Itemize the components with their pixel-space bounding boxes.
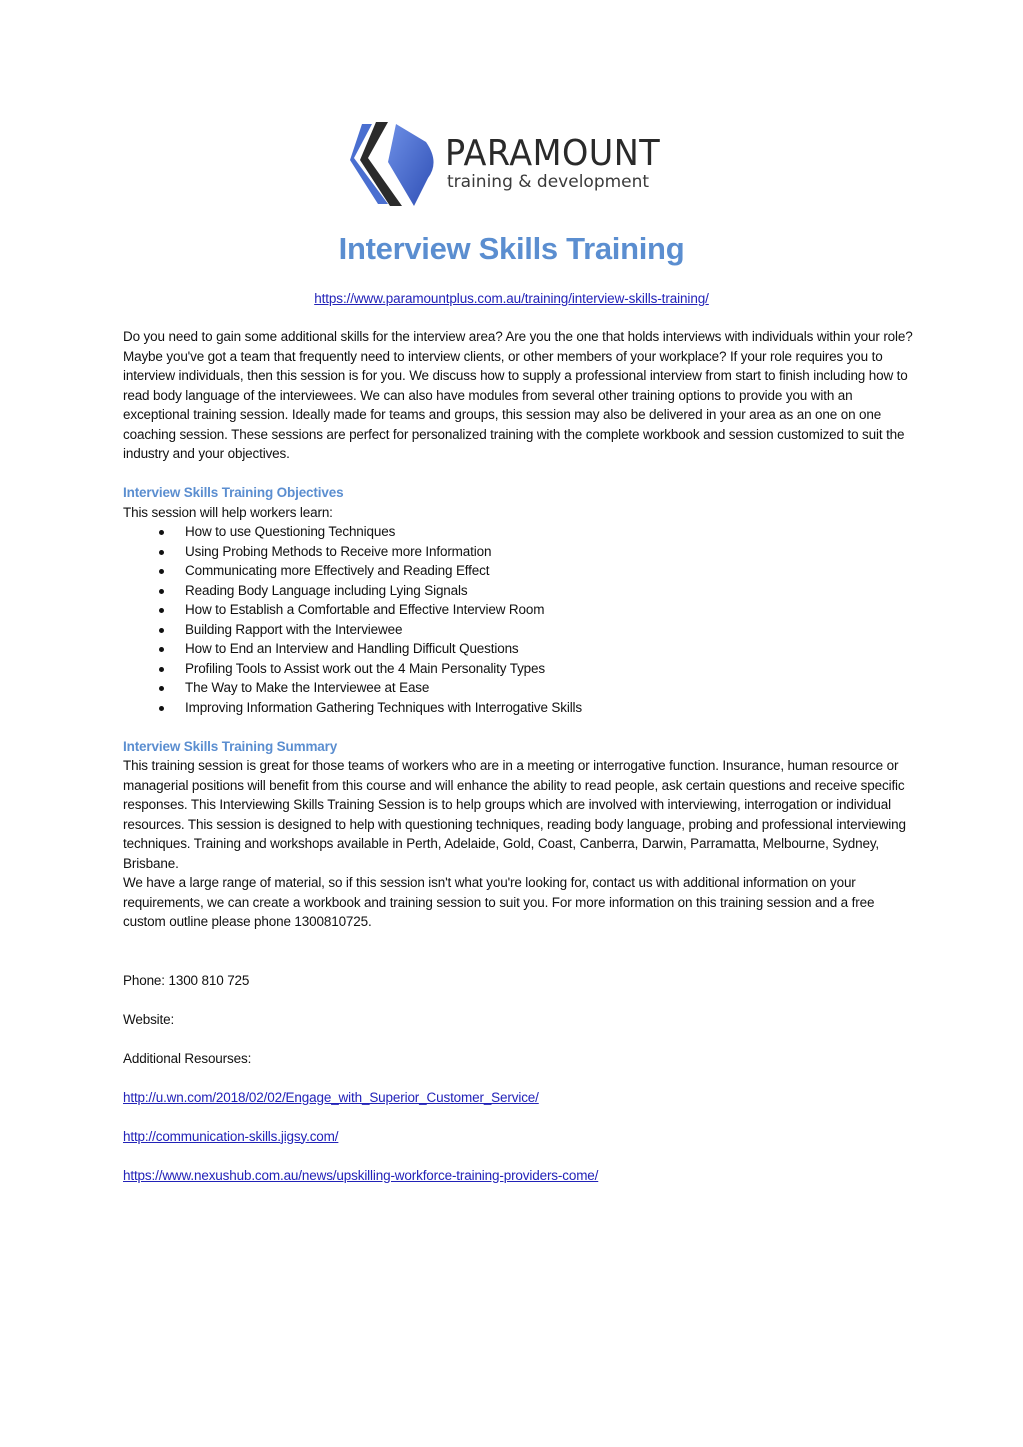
- paramount-logo: [348, 118, 683, 210]
- list-item: Building Rapport with the Interviewee: [123, 620, 913, 640]
- website-label: Website:: [123, 1011, 175, 1027]
- list-item: Profiling Tools to Assist work out the 4 Main Personality Types: [123, 659, 913, 679]
- list-item: Communicating more Effectively and Reading Effect: [123, 561, 913, 581]
- summary-paragraph-2: We have a large range of material, so if this session isn't what you're looking for, contact us with additional information on your requirements, we can create a workbook and training session to suit you. For more information on this training session and a free custom outline please phone 1300810725.: [123, 875, 875, 929]
- source-link[interactable]: https://www.paramountplus.com.au/training/interview-skills-training/: [314, 291, 709, 306]
- bullet-icon: [159, 647, 164, 652]
- bullet-icon: [159, 706, 164, 711]
- resources-label: Additional Resourses:: [123, 1050, 252, 1066]
- resource-link-1[interactable]: http://u.wn.com/2018/02/02/Engage_with_Superior_Customer_Service/: [123, 1089, 539, 1105]
- list-item: How to End an Interview and Handling Difficult Questions: [123, 639, 913, 659]
- bullet-icon: [159, 686, 164, 691]
- list-item: How to use Questioning Techniques: [123, 522, 913, 542]
- book-pages-icon: [348, 118, 443, 210]
- document-body: [123, 327, 913, 1205]
- summary-paragraph-1: This training session is great for those teams of workers who are in a meeting or interrogative function. Insurance, human resource or managerial positions will benefit from this course and will enhance the ability to read people, ask certain questions and receive specific responses. This Interviewing Skills Training Session is to help groups which are involved with interviewing, interrogation or individual resources. This session is designed to help with questioning techniques, reading body language, probing and professional interviewing techniques. Training and workshops available in Perth, Adelaide, Gold, Coast, Canberra, Darwin, Parramatta, Melbourne, Sydney, Brisbane.: [123, 758, 906, 871]
- phone-line: Phone: 1300 810 725: [123, 972, 250, 988]
- objectives-list: [123, 522, 913, 717]
- list-item: The Way to Make the Interviewee at Ease: [123, 678, 913, 698]
- list-item: Using Probing Methods to Receive more Information: [123, 542, 913, 562]
- list-item: How to Establish a Comfortable and Effective Interview Room: [123, 600, 913, 620]
- logo-tagline: training & development: [447, 172, 650, 192]
- list-item: Reading Body Language including Lying Signals: [123, 581, 913, 601]
- list-item: Improving Information Gathering Techniques with Interrogative Skills: [123, 698, 913, 718]
- bullet-icon: [159, 589, 164, 594]
- intro-paragraph: Do you need to gain some additional skills for the interview area? Are you the one that holds interviews with individuals within your role? Maybe you've got a team that frequently need to interview clients, or other members of your workplace? If your role requires you to interview individuals, then this session is for you. We discuss how to supply a professional interview from start to finish including how to read body language of the interviewees. We can also have modules from several other training options to provide you with an exceptional training session. Ideally made for teams and groups, this session may also be delivered in your area as an one on one coaching session. These sessions are perfect for personalized training with the complete workbook and session customized to suit the industry and your objectives.: [123, 329, 913, 461]
- bullet-icon: [159, 608, 164, 613]
- resource-link-3[interactable]: https://www.nexushub.com.au/news/upskilling-workforce-training-providers-come/: [123, 1167, 599, 1183]
- bullet-icon: [159, 530, 164, 535]
- bullet-icon: [159, 569, 164, 574]
- bullet-icon: [159, 628, 164, 633]
- resource-link-2[interactable]: http://communication-skills.jigsy.com/: [123, 1128, 339, 1144]
- page-title: Interview Skills Training: [338, 231, 685, 266]
- logo-brand: PARAMOUNT: [445, 133, 661, 174]
- summary-heading: Interview Skills Training Summary: [123, 738, 338, 754]
- objectives-heading: Interview Skills Training Objectives: [123, 485, 344, 500]
- bullet-icon: [159, 667, 164, 672]
- objectives-lead: This session will help workers learn:: [123, 504, 333, 520]
- bullet-icon: [159, 550, 164, 555]
